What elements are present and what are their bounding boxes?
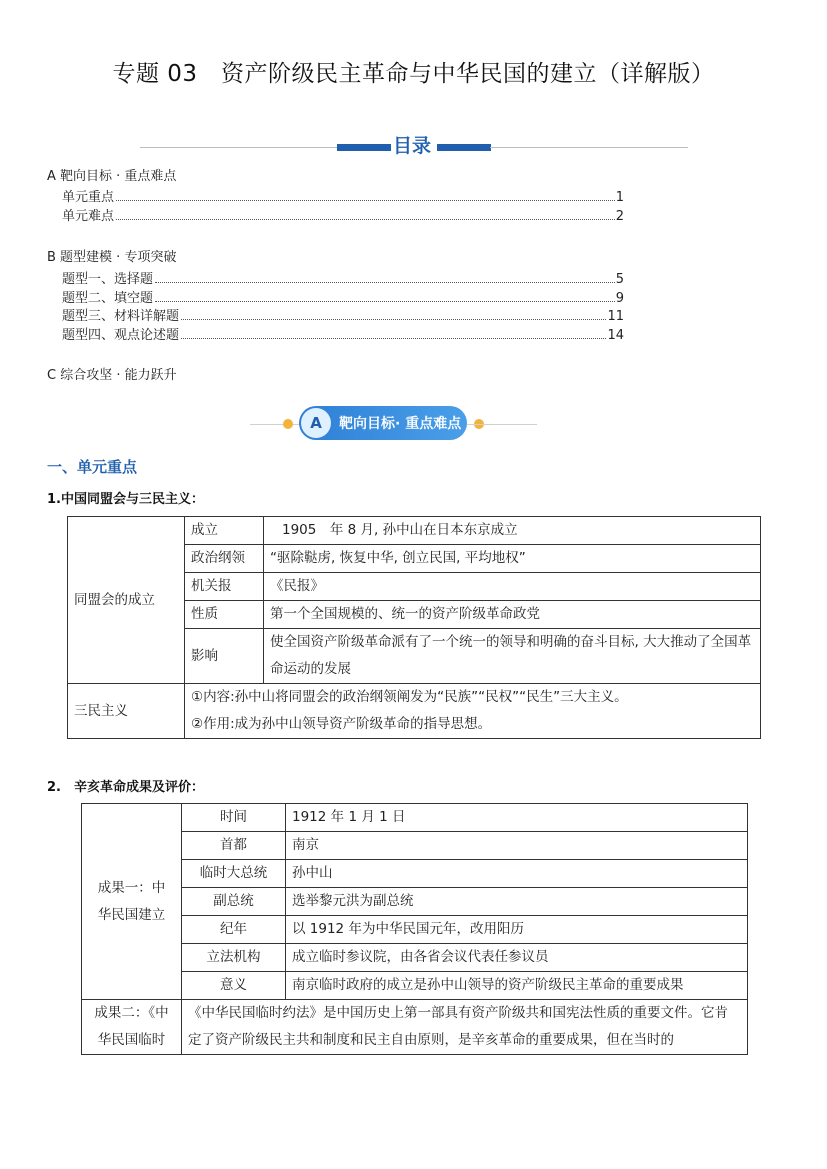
toc-entry-label: 题型三、材料详解题 [62,309,180,324]
group-label: 三民主义 [68,684,185,739]
toc-entry[interactable] [62,268,624,287]
page-title: 专题 03 资产阶级民主革命与中华民国的建立（详解版） [112,61,715,87]
toc-entry-page: 5 [615,272,624,287]
table-row [82,916,748,944]
row-key: 成立 [185,517,264,545]
toc-entry-label: 单元重点 [62,190,115,205]
row-key: 影响 [185,629,264,684]
banner-dot-left [283,419,293,429]
toc-leader [116,199,615,201]
row-value: 南京临时政府的成立是孙中山领导的资产阶级民主革命的重要成果 [286,972,748,1000]
section1-heading: 1.中国同盟会与三民主义： [47,492,204,507]
table-row [82,972,748,1000]
toc-heading: 目录 [393,135,432,157]
row-key: 性质 [185,601,264,629]
toc-divider-left [140,147,338,148]
content-line: ②作用:成为孙中山领导资产阶级革命的指导思想。 [191,716,492,732]
toc-entry[interactable] [62,305,624,324]
banner-line-right [467,424,537,425]
table-row [68,517,761,545]
row-value: 第一个全国规模的、统一的资产阶级革命政党 [264,601,761,629]
toc-entry-page: 9 [615,291,624,306]
row-value: 成立临时参议院，由各省会议代表任参议员 [286,944,748,972]
toc-leader [181,337,606,339]
row-value: 使全国资产阶级革命派有了一个统一的领导和明确的奋斗目标, 大大推动了全国革命运动的发展 [264,629,761,684]
toc-entry[interactable] [62,324,624,343]
row-key: 纪年 [182,916,286,944]
banner-letter: A [301,408,331,438]
toc-leader [116,218,615,220]
group-label: 成果二：《中华民国临时 [82,1000,182,1055]
toc-entry-page: 2 [615,209,624,224]
toc-entry[interactable] [62,186,624,205]
group-content: 《中华民国临时约法》是中国历史上第一部具有资产阶级共和国宪法性质的重要文件。它肯定了资产阶级民主共和制度和民主自由原则，是辛亥革命的重要成果，但在当时的 [182,1000,748,1055]
group-label: 同盟会的成立 [68,517,185,684]
row-value: 1912 年 1 月 1 日 [286,804,748,832]
toc-entry[interactable] [62,287,624,306]
table-row [82,888,748,916]
group-label: 成果一：中华民国建立 [82,804,182,1000]
row-key: 意义 [182,972,286,1000]
table-row [82,1000,748,1055]
row-value: 南京 [286,832,748,860]
row-key: 首都 [182,832,286,860]
row-value: 1905 年 8 月, 孙中山在日本东京成立 [264,517,761,545]
banner-text: 靶向目标· 重点难点 [339,416,462,432]
toc-entry-label: 单元难点 [62,209,115,224]
row-key: 时间 [182,804,286,832]
toc-entry-label: 题型二、填空题 [62,291,154,306]
toc-accent-left [337,144,391,151]
toc-entry-page: 14 [607,328,624,343]
unit-heading: 一、单元重点 [47,458,138,476]
section-banner [299,406,467,440]
row-key: 立法机构 [182,944,286,972]
table-row [82,832,748,860]
toc-divider-right [490,147,688,148]
content-line: ①内容:孙中山将同盟会的政治纲领阐发为“民族”“民权”“民生”三大主义。 [191,689,628,705]
row-value: 《民报》 [264,573,761,601]
toc-leader [155,300,615,302]
toc-entry-page: 11 [607,309,624,324]
table-row [82,944,748,972]
table-row [68,684,761,739]
toc-entry-label: 题型四、观点论述题 [62,328,180,343]
row-value: 选举黎元洪为副总统 [286,888,748,916]
row-key: 机关报 [185,573,264,601]
toc-entry-page: 1 [615,190,624,205]
toc-entry-label: 题型一、选择题 [62,272,154,287]
row-key: 副总统 [182,888,286,916]
toc-section-a[interactable]: A 靶向目标 · 重点难点 [47,169,177,184]
toc-accent-right [437,144,491,151]
table-row [82,804,748,832]
section2-heading: 2. 辛亥革命成果及评价： [47,780,204,795]
toc-section-b[interactable]: B 题型建模 · 专项突破 [47,250,177,265]
revolution-table [81,803,748,1055]
row-value: 孙中山 [286,860,748,888]
toc-leader [181,318,606,320]
row-key: 政治纲领 [185,545,264,573]
row-value: 以 1912 年为中华民国元年，改用阳历 [286,916,748,944]
row-key: 临时大总统 [182,860,286,888]
table-row [82,860,748,888]
toc-entry[interactable] [62,205,624,224]
row-value: “驱除鞑虏, 恢复中华, 创立民国, 平均地权” [264,545,761,573]
alliance-table [67,516,761,739]
group-content [185,684,761,739]
toc-leader [155,281,615,283]
toc-section-c[interactable]: C 综合攻坚 · 能力跃升 [47,368,177,383]
